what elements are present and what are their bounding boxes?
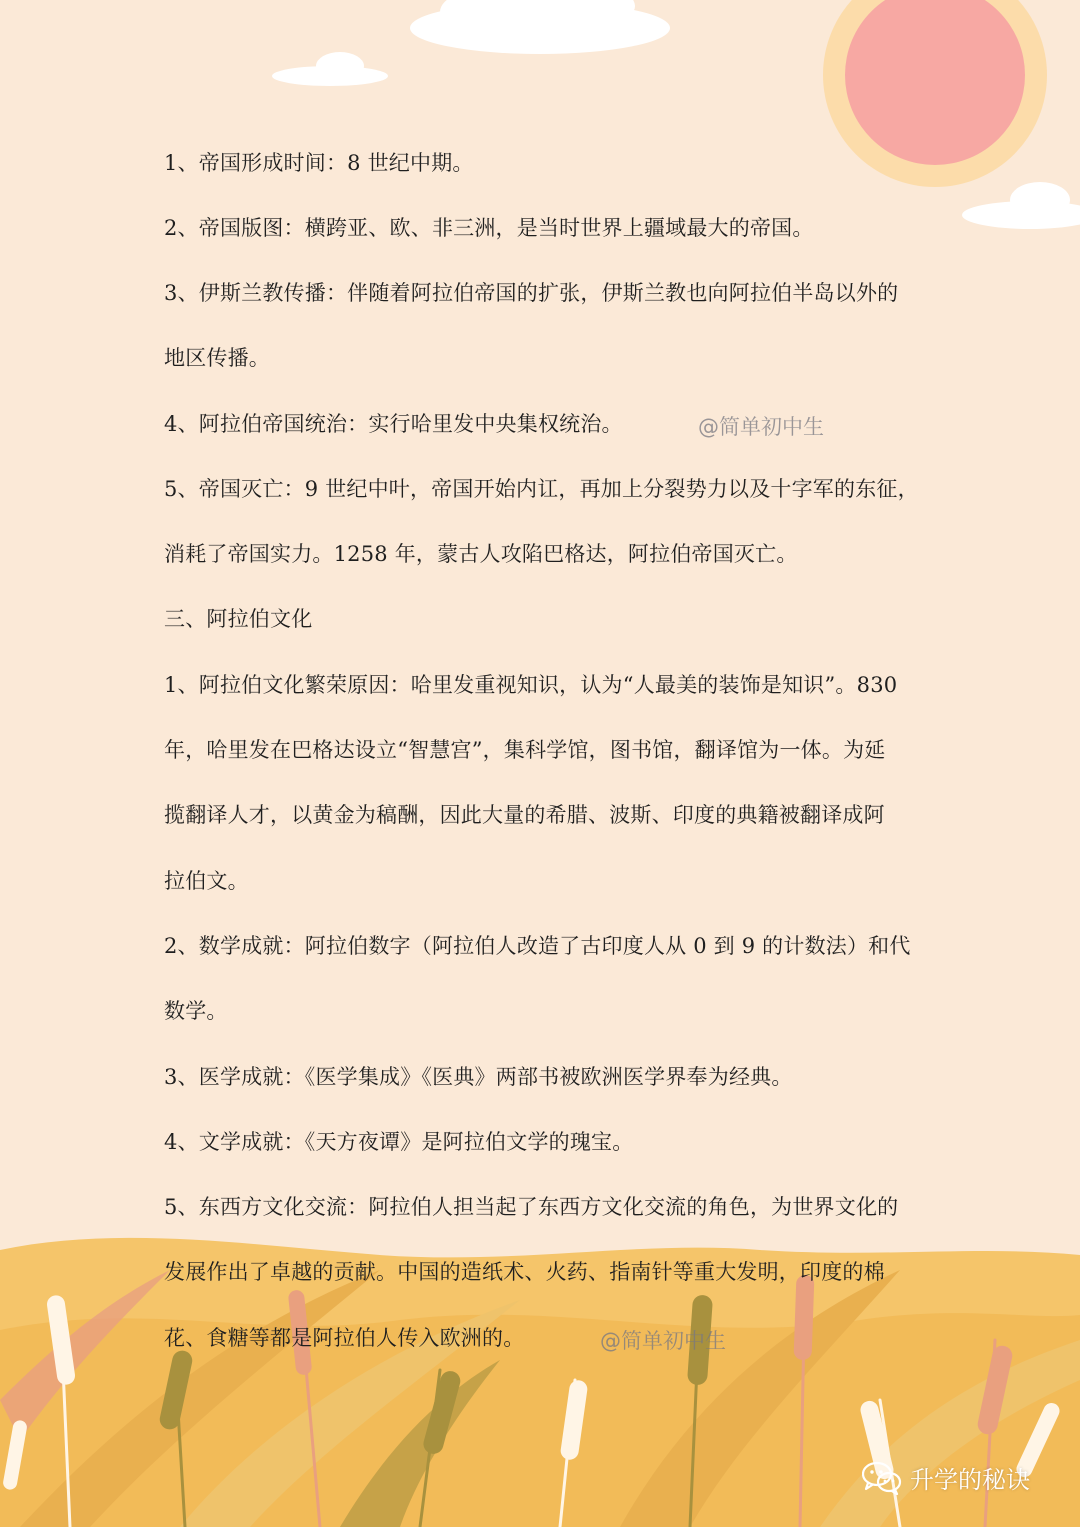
watermark-text: @简单初中生 [600,1329,726,1353]
paragraph-line: 1、阿拉伯文化繁荣原因：哈里发重视知识，认为“人最美的装饰是知识”。830 [164,673,898,697]
paragraph-line: 花、食糖等都是阿拉伯人传入欧洲的。 [164,1326,525,1350]
paragraph-line: 3、伊斯兰教传播：伴随着阿拉伯帝国的扩张，伊斯兰教也向阿拉伯半岛以外的 [164,281,899,305]
wechat-icon [862,1461,902,1495]
paragraph-line: 1、帝国形成时间：8 世纪中期。 [164,151,474,175]
watermark-text: @简单初中生 [698,415,824,439]
paragraph-line: 5、帝国灭亡：9 世纪中叶，帝国开始内讧，再加上分裂势力以及十字军的东征， [164,477,919,501]
account-brand [862,1460,1030,1495]
paragraph-line: 发展作出了卓越的贡献。中国的造纸术、火药、指南针等重大发明，印度的棉 [164,1260,885,1284]
paragraph-line: 揽翻译人才，以黄金为稿酬，因此大量的希腊、波斯、印度的典籍被翻译成阿 [164,803,885,827]
paragraph-line: 数学。 [164,999,228,1023]
paragraph-line: 3、医学成就：《医学集成》《医典》两部书被欧洲医学界奉为经典。 [164,1065,793,1089]
paragraph-line: 2、帝国版图：横跨亚、欧、非三洲，是当时世界上疆域最大的帝国。 [164,216,814,240]
paragraph-line: 拉伯文。 [164,869,249,893]
paragraph-line: 地区传播。 [164,346,270,370]
paragraph-line: 2、数学成就：阿拉伯数字（阿拉伯人改造了古印度人从 0 到 9 的计数法）和代 [164,934,911,958]
section-heading: 三、阿拉伯文化 [164,607,313,631]
paragraph-line: 5、东西方文化交流：阿拉伯人担当起了东西方文化交流的角色，为世界文化的 [164,1195,899,1219]
paragraph-line: 4、阿拉伯帝国统治：实行哈里发中央集权统治。 [164,412,623,436]
paragraph-line: 4、文学成就：《天方夜谭》是阿拉伯文学的瑰宝。 [164,1130,634,1154]
paragraph-line: 年，哈里发在巴格达设立“智慧宫”，集科学馆，图书馆，翻译馆为一体。为延 [164,738,886,762]
account-name: 升学的秘诀 [910,1466,1030,1494]
paragraph-line: 消耗了帝国实力。1258 年，蒙古人攻陷巴格达，阿拉伯帝国灭亡。 [164,542,798,566]
